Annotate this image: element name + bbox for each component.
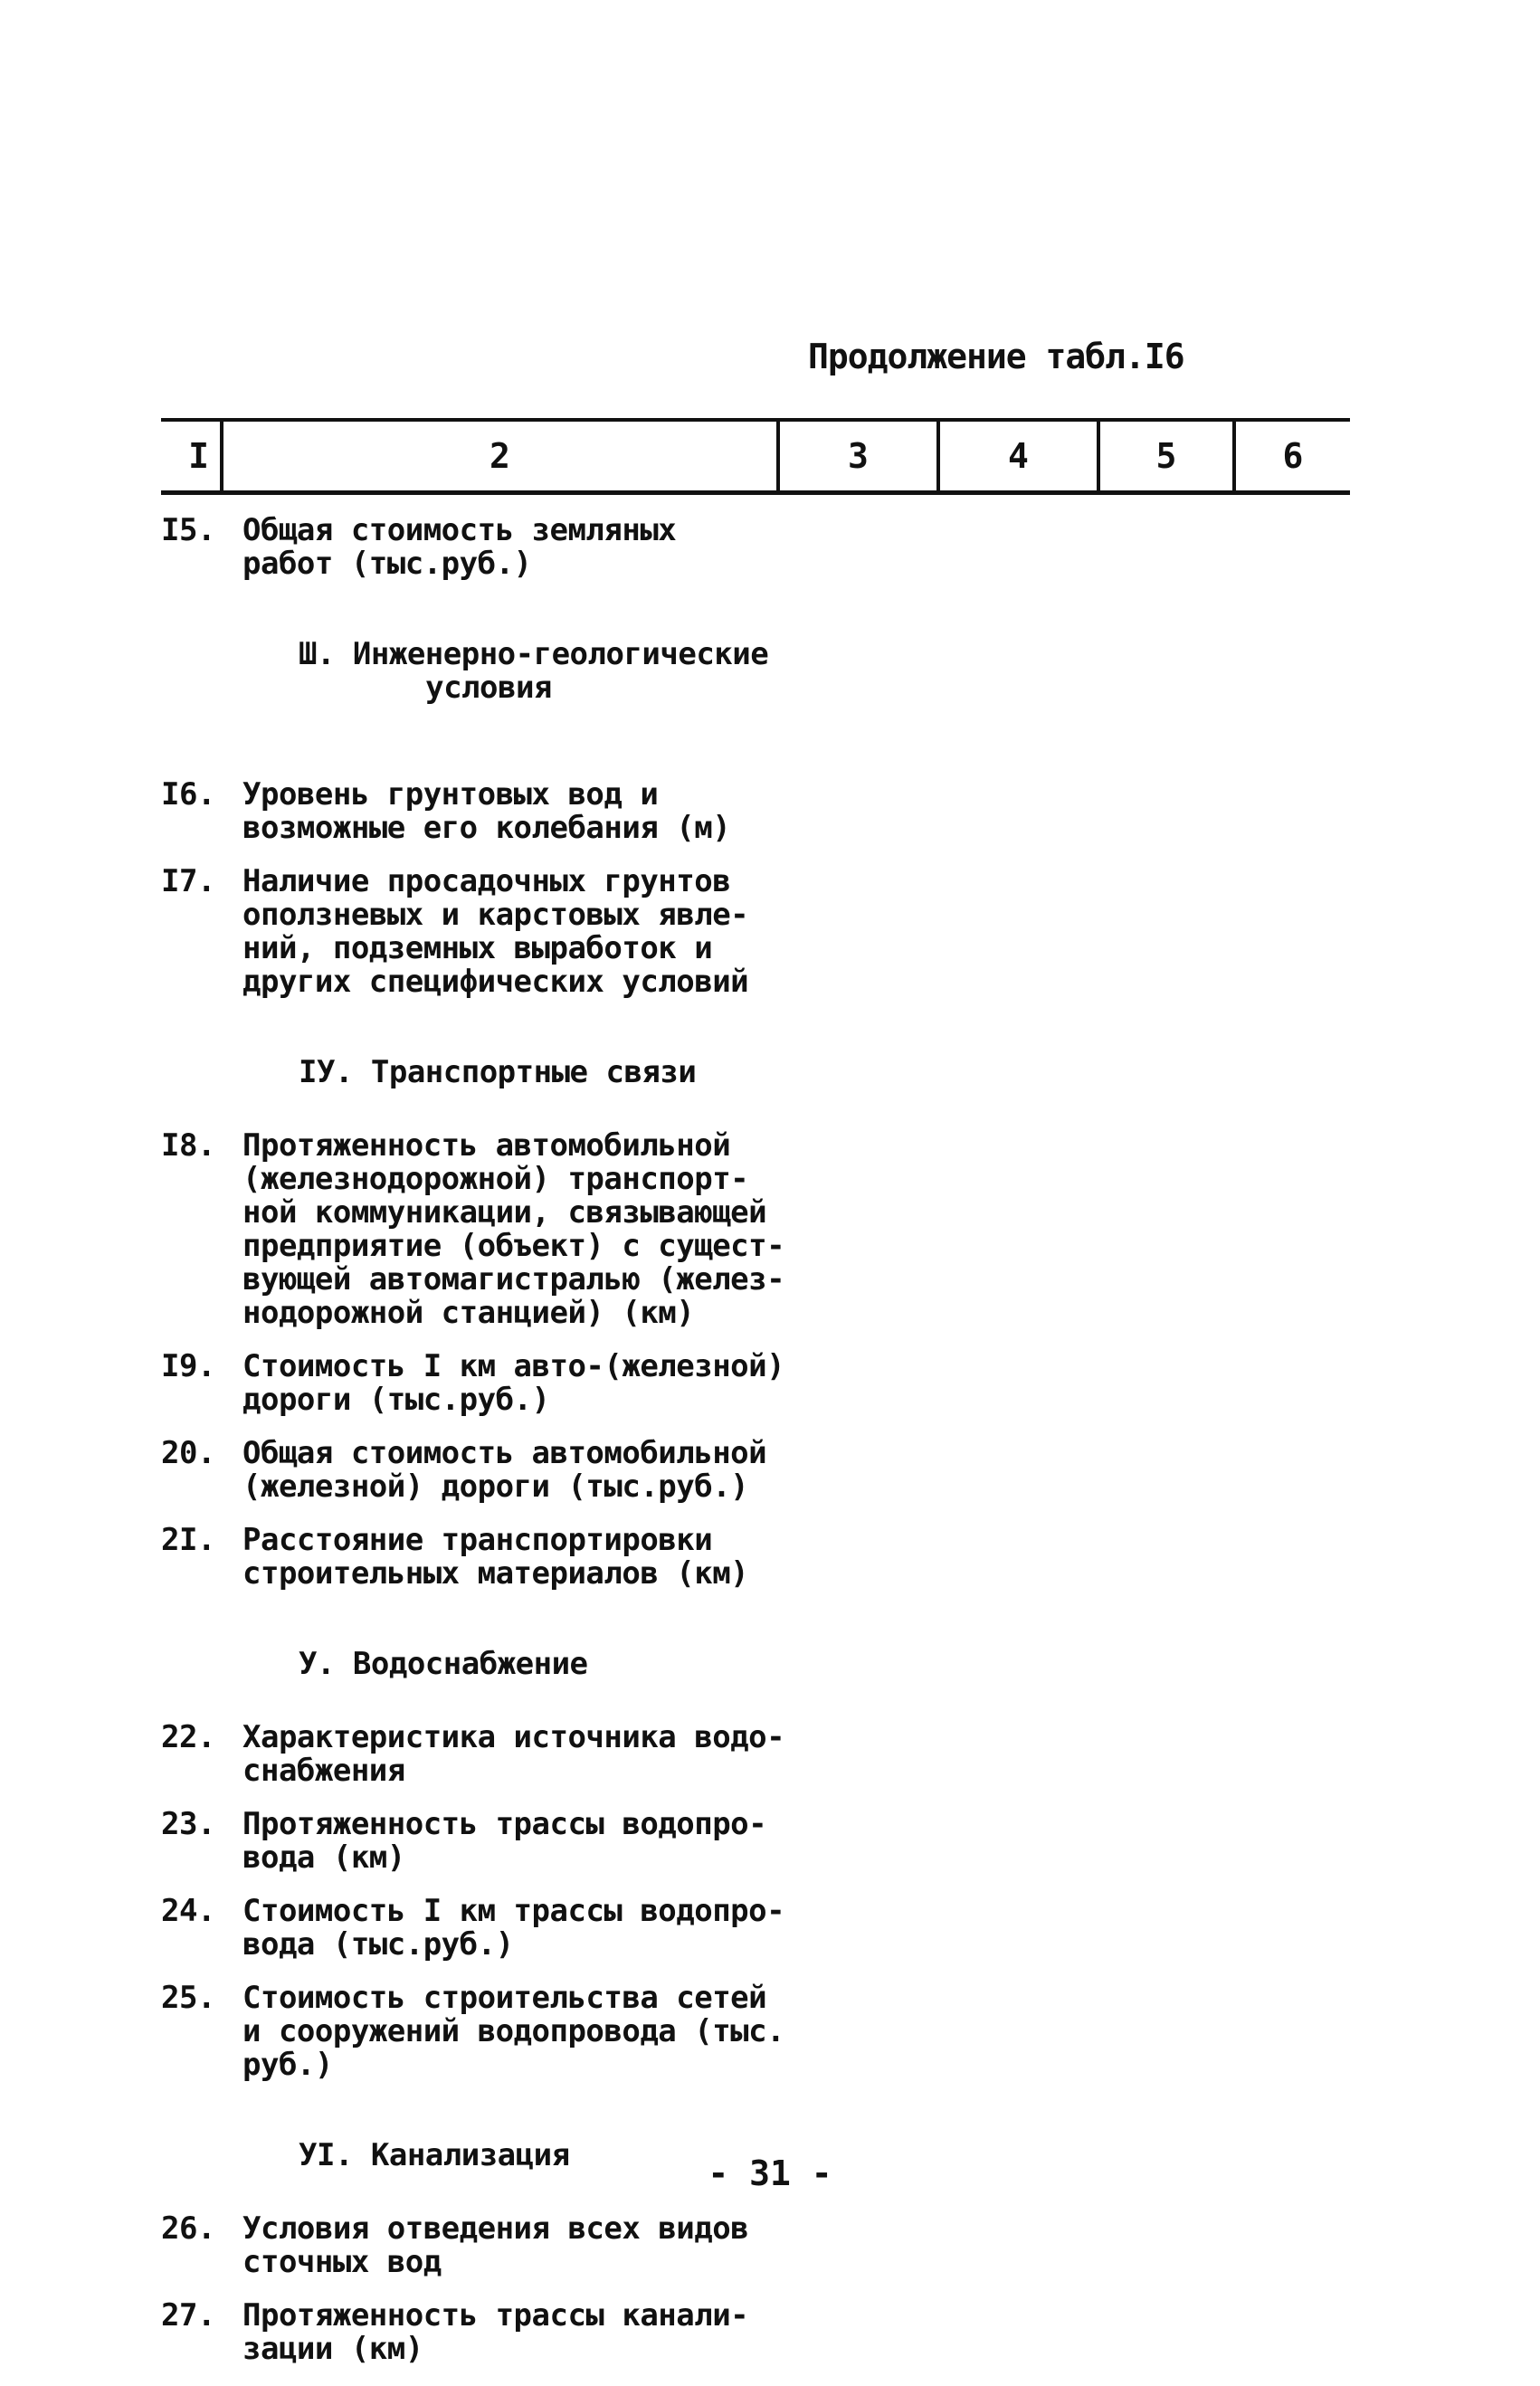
table-row xyxy=(161,2212,849,2279)
row-text: Протяженность трассы канали- зации (км) xyxy=(242,2297,749,2367)
table-row xyxy=(161,778,849,845)
table-row xyxy=(161,1129,849,1330)
row-text: Стоимость I км трассы водопро- вода (тыс.руб.) xyxy=(242,1893,785,1963)
header-col-5: 5 xyxy=(1097,422,1232,490)
table-row xyxy=(161,1350,849,1417)
row-number: I9. xyxy=(161,1348,215,1384)
section-heading-line1: Ш. Инженерно-геологические xyxy=(299,636,769,672)
row-text: Общая стоимость земляных работ (тыс.руб.) xyxy=(242,512,677,582)
table-row xyxy=(161,514,849,581)
row-number: 2I. xyxy=(161,1522,215,1558)
row-text: Характеристика источника водо- снабжения xyxy=(242,1719,785,1789)
header-col-2: 2 xyxy=(220,422,776,490)
row-number: 26. xyxy=(161,2210,215,2247)
section-heading xyxy=(161,604,841,738)
row-text: Стоимость строительства сетей и сооружений водопровода (тыс. руб.) xyxy=(242,1980,785,2083)
row-number: 24. xyxy=(161,1893,215,1929)
row-text: Стоимость I км авто-(железной) дороги (тыс.руб.) xyxy=(242,1348,785,1418)
table-row xyxy=(161,1982,849,2082)
header-col-6: 6 xyxy=(1232,422,1350,490)
table-row xyxy=(161,1437,849,1504)
page-number: - 31 - xyxy=(708,2153,832,2193)
row-number: I5. xyxy=(161,512,215,548)
table-row xyxy=(161,1524,849,1591)
row-number: I6. xyxy=(161,776,215,813)
row-number: 23. xyxy=(161,1806,215,1842)
row-text: Расстояние транспортировки строительных материалов (км) xyxy=(242,1522,749,1592)
table-header-row xyxy=(161,418,1350,495)
row-number: 20. xyxy=(161,1435,215,1471)
table-row xyxy=(161,1808,849,1875)
header-col-4: 4 xyxy=(936,422,1097,490)
table-body xyxy=(161,514,849,2386)
row-number: I8. xyxy=(161,1127,215,1164)
table-continuation-caption: Продолжение табл.I6 xyxy=(808,337,1184,376)
table-row xyxy=(161,1895,849,1962)
section-heading xyxy=(161,1614,841,1681)
row-text: Протяженность трассы водопро- вода (км) xyxy=(242,1806,767,1876)
header-col-1: I xyxy=(188,436,209,476)
table-row xyxy=(161,2299,849,2366)
row-text: Условия отведения всех видов сточных вод xyxy=(242,2210,749,2280)
row-text: Уровень грунтовых вод и возможные его колебания (м) xyxy=(242,776,731,846)
header-col-3: 3 xyxy=(776,422,936,490)
row-number: 27. xyxy=(161,2297,215,2334)
row-text: Общая стоимость автомобильной (железной) дороги (тыс.руб.) xyxy=(242,1435,767,1505)
section-heading-line2: условия xyxy=(425,670,552,706)
row-text: Протяженность автомобильной (железнодорожной) транспорт- ной коммуникации, связывающей предприятие (объект) с сущест- вующей автомагистралью (желез- нодорожной станцией) (км) xyxy=(242,1127,785,1331)
section-heading-line1: IУ. Транспортные связи xyxy=(299,1054,697,1090)
section-heading-line1: У. Водоснабжение xyxy=(299,1646,588,1682)
section-heading xyxy=(161,1022,841,1089)
row-text: Наличие просадочных грунтов оползневых и карстовых явле- ний, подземных выработок и других специфических условий xyxy=(242,863,749,1000)
row-number: 22. xyxy=(161,1719,215,1755)
table-row xyxy=(161,1721,849,1788)
row-number: 25. xyxy=(161,1980,215,2016)
section-heading-line1: УI. Канализация xyxy=(299,2137,570,2173)
table-row xyxy=(161,865,849,999)
row-number: I7. xyxy=(161,863,215,899)
